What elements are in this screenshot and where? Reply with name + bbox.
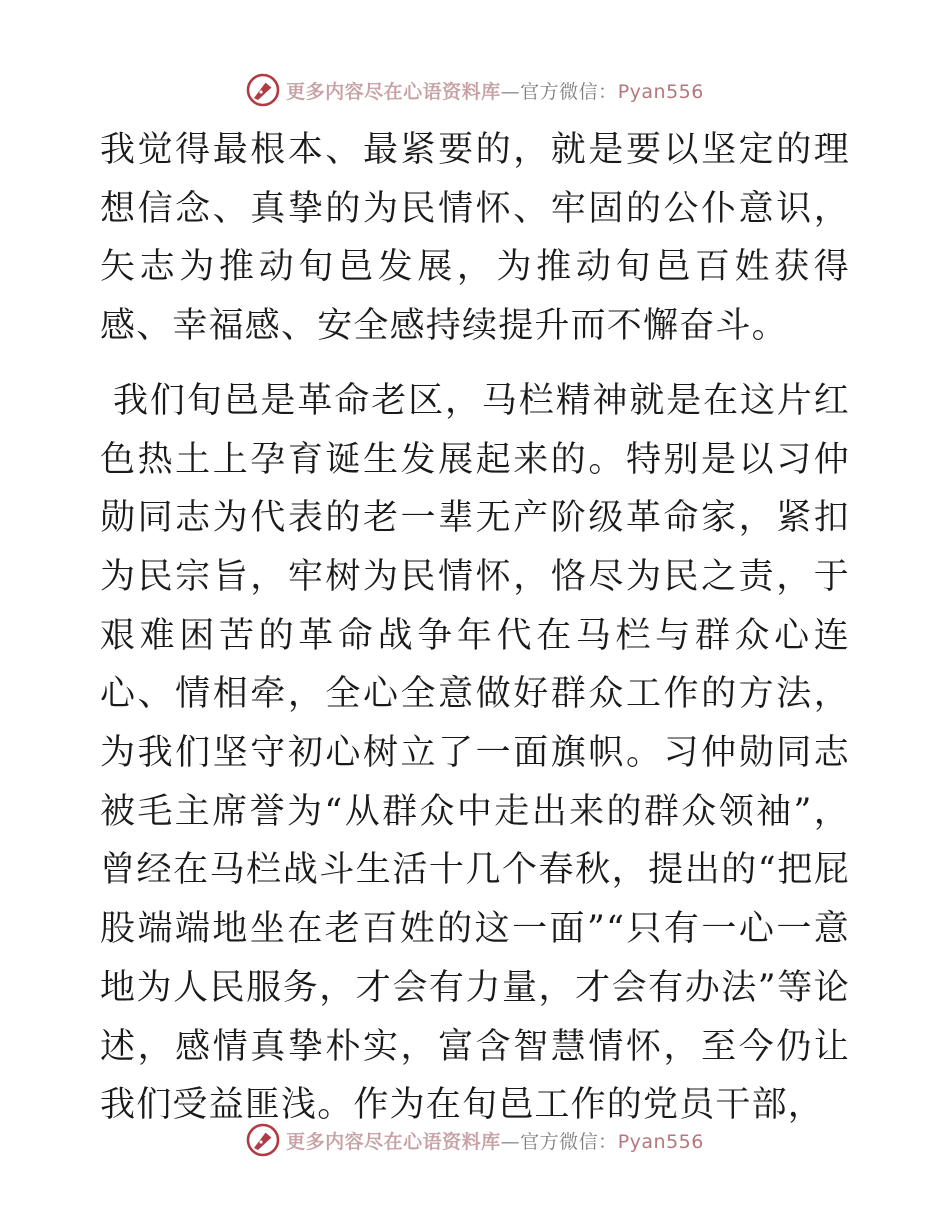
pen-nib-logo-icon xyxy=(246,73,280,107)
header-text xyxy=(286,77,704,104)
header-banner xyxy=(0,70,950,110)
paragraph-2: 我们旬邑是革命老区，马栏精神就是在这片红色热土上孕育诞生发展起来的。特别是以习仲勋同志为代表的老一辈无产阶级革命家，紧扣为民宗旨，牢树为民情怀，恪尽为民之责，于艰难困苦的革命战争年代在马栏与群众心连心、情相牵，全心全意做好群众工作的方法，为我们坚守初心树立了一面旗帜。习仲勋同志被毛主席誉为“从群众中走出来的群众领袖”，曾经在马栏战斗生活十几个春秋，提出的“把屁股端端地坐在老百姓的这一面”“只有一心一意地为人民服务，才会有力量，才会有办法”等论述，感情真挚朴实，富含智慧情怀，至今仍让我们受益匪浅。作为在旬邑工作的党员干部， xyxy=(100,380,850,1126)
footer-brand: 更多内容尽在心语资料库 xyxy=(286,1130,501,1153)
footer-separator: — xyxy=(500,1130,521,1153)
footer-wechat-id: Pyan556 xyxy=(617,1130,704,1153)
footer-text xyxy=(286,1127,704,1154)
header-wechat-label: 官方微信： xyxy=(520,80,618,103)
pen-nib-logo-icon xyxy=(246,1123,280,1157)
header-wechat-id: Pyan556 xyxy=(617,80,704,103)
header-brand: 更多内容尽在心语资料库 xyxy=(286,80,501,103)
paragraph-1: 我觉得最根本、最紧要的，就是要以坚定的理想信念、真挚的为民情怀、牢固的公仆意识，矢志为推动旬邑发展，为推动旬邑百姓获得感、幸福感、安全感持续提升而不懈奋斗。 xyxy=(100,130,850,347)
footer-banner xyxy=(0,1120,950,1160)
footer-wechat-label: 官方微信： xyxy=(520,1130,618,1153)
document-body xyxy=(100,121,850,1135)
header-separator: — xyxy=(500,80,521,103)
